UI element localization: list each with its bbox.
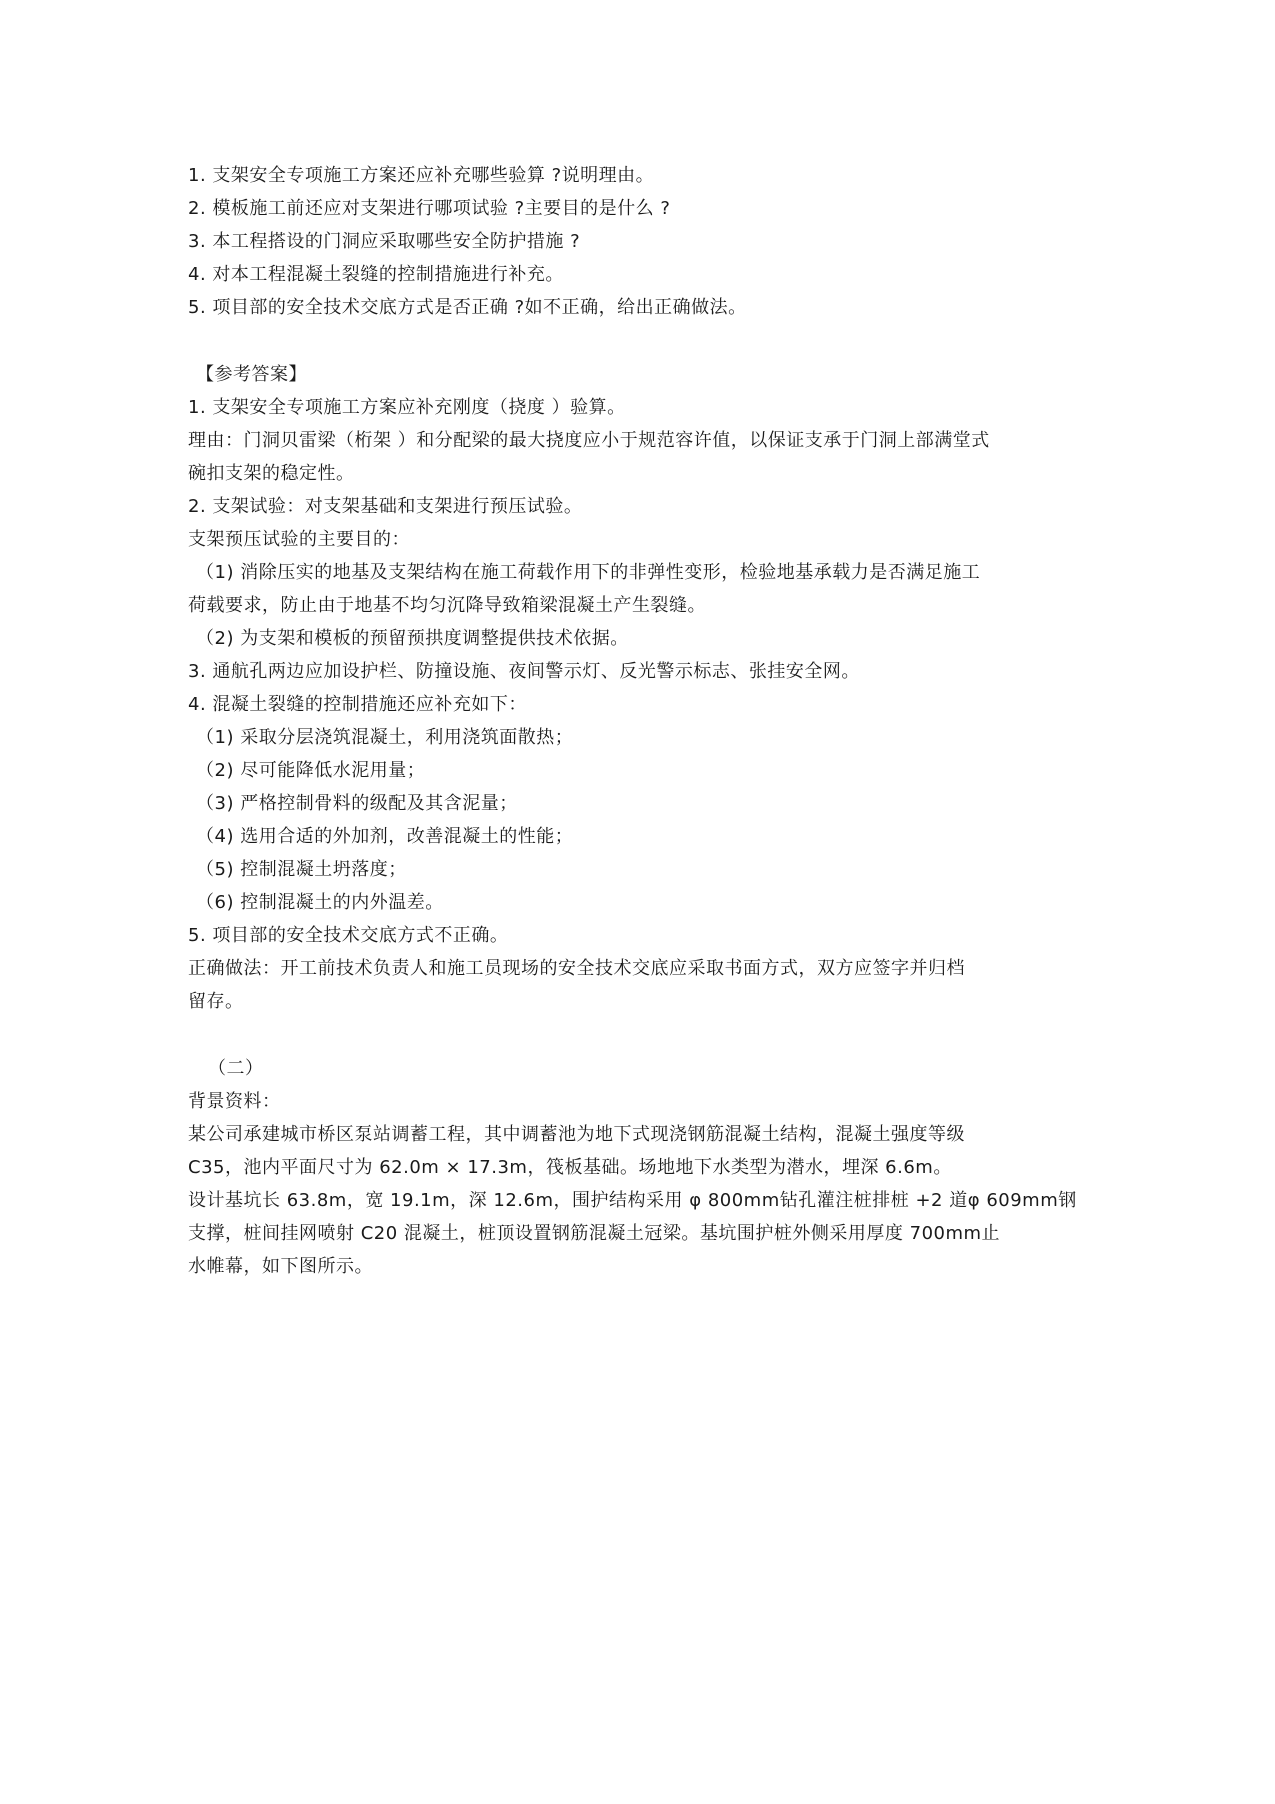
answer-heading: 【参考答案】 (196, 364, 307, 385)
answer-line: 正确做法：开工前技术负责人和施工员现场的安全技术交底应采取书面方式，双方应签字并归档 (188, 958, 965, 979)
answer-line: 3. 通航孔两边应加设护栏、防撞设施、夜间警示灯、反光警示标志、张挂安全网。 (188, 661, 860, 682)
background-line: C35，池内平面尺寸为 62.0m × 17.3m，筏板基础。场地地下水类型为潜水，埋深 6.6m。 (188, 1157, 952, 1178)
answer-line: 5. 项目部的安全技术交底方式不正确。 (188, 925, 509, 946)
answer-line: 荷载要求，防止由于地基不均匀沉降导致箱梁混凝土产生裂缝。 (188, 595, 706, 616)
background-line: 某公司承建城市桥区泵站调蓄工程，其中调蓄池为地下式现浇钢筋混凝土结构，混凝土强度等级 (188, 1124, 965, 1145)
background-line: 设计基坑长 63.8m，宽 19.1m，深 12.6m，围护结构采用 φ 800mm钻孔灌注桩排桩 +2 道φ 609mm钢 (188, 1190, 1077, 1211)
background-line: 支撑，桩间挂网喷射 C20 混凝土，桩顶设置钢筋混凝土冠梁。基坑围护桩外侧采用厚度 700mm止 (188, 1223, 1001, 1244)
answer-line: （1) 采取分层浇筑混凝土，利用浇筑面散热； (196, 727, 574, 748)
answer-line: 理由：门洞贝雷梁（桁架 ）和分配梁的最大挠度应小于规范容许值，以保证支承于门洞上部满堂式 (188, 430, 990, 451)
answer-line: 支架预压试验的主要目的： (188, 529, 410, 550)
answer-line: （4) 选用合适的外加剂，改善混凝土的性能； (196, 826, 574, 847)
answer-line: 2. 支架试验：对支架基础和支架进行预压试验。 (188, 496, 583, 517)
answer-line: 碗扣支架的稳定性。 (188, 463, 355, 484)
section-heading: （二） (208, 1058, 264, 1079)
answer-line: 留存。 (188, 991, 244, 1012)
answer-line: （6) 控制混凝土的内外温差。 (196, 892, 444, 913)
question-line: 4. 对本工程混凝土裂缝的控制措施进行补充。 (188, 264, 564, 285)
background-line: 背景资料： (188, 1091, 281, 1112)
answer-line: （3) 严格控制骨料的级配及其含泥量； (196, 793, 518, 814)
answer-line: （5) 控制混凝土坍落度； (196, 859, 407, 880)
answer-line: 4. 混凝土裂缝的控制措施还应补充如下： (188, 694, 527, 715)
question-line: 1. 支架安全专项施工方案还应补充哪些验算 ?说明理由。 (188, 165, 655, 186)
question-line: 5. 项目部的安全技术交底方式是否正确 ?如不正确，给出正确做法。 (188, 297, 747, 318)
answer-line: （2) 尽可能降低水泥用量； (196, 760, 426, 781)
background-line: 水帷幕，如下图所示。 (188, 1256, 373, 1277)
answer-line: （1) 消除压实的地基及支架结构在施工荷载作用下的非弹性变形，检验地基承载力是否满足施工 (196, 562, 981, 583)
question-line: 2. 模板施工前还应对支架进行哪项试验 ?主要目的是什么 ? (188, 198, 671, 219)
answer-line: 1. 支架安全专项施工方案应补充刚度（挠度 ）验算。 (188, 397, 626, 418)
question-line: 3. 本工程搭设的门洞应采取哪些安全防护措施 ? (188, 231, 581, 252)
answer-line: （2) 为支架和模板的预留预拱度调整提供技术依据。 (196, 628, 629, 649)
